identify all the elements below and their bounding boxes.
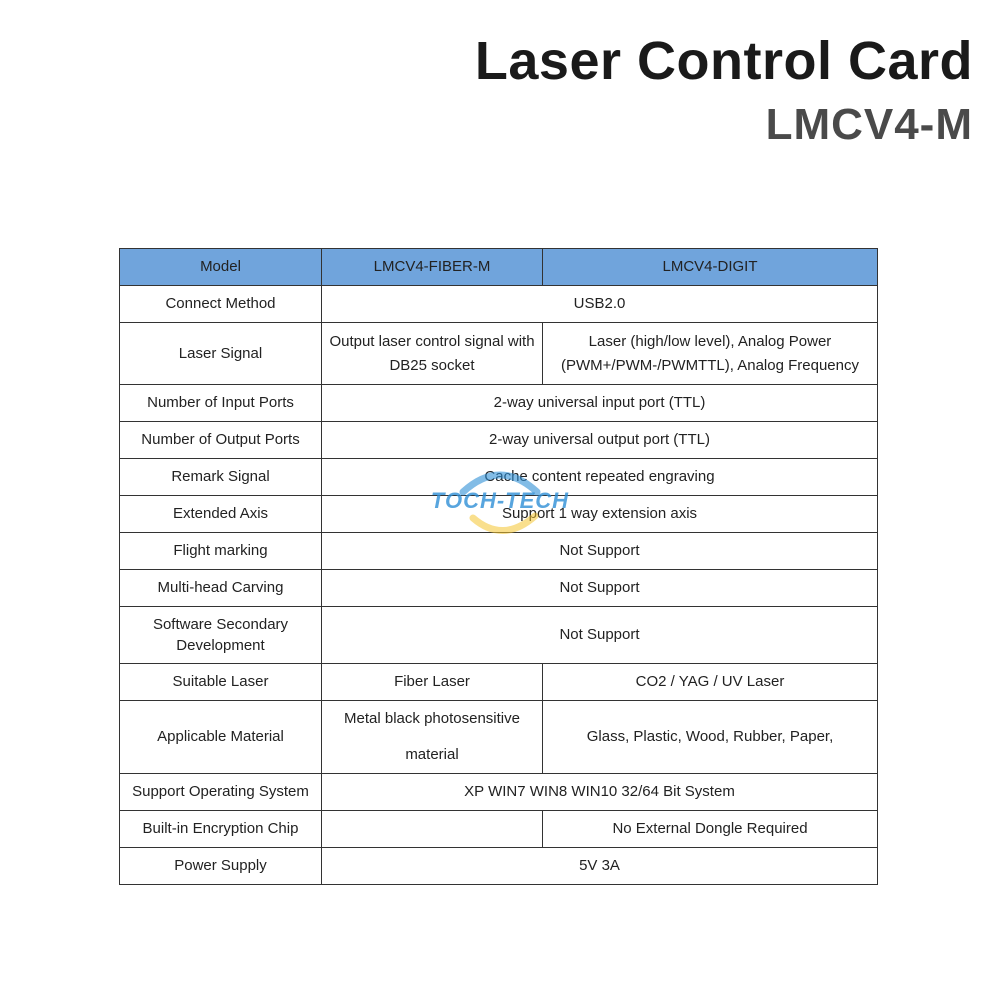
row-label: Suitable Laser [120,664,322,701]
table-row [120,570,878,607]
row-fiber-value [322,811,543,848]
row-value: 2-way universal input port (TTL) [322,385,878,422]
table-row [120,459,878,496]
row-value: 5V 3A [322,848,878,885]
table-row [120,664,878,701]
page-title: Laser Control Card [474,31,973,91]
row-label: Applicable Material [120,701,322,774]
table-row [120,607,878,664]
spec-table [119,248,878,885]
row-digit-value: Glass, Plastic, Wood, Rubber, Paper, [543,701,878,774]
row-value: Not Support [322,607,878,664]
header-digit: LMCV4-DIGIT [543,249,878,286]
row-value: XP WIN7 WIN8 WIN10 32/64 Bit System [322,774,878,811]
table-row [120,848,878,885]
row-label: Laser Signal [120,323,322,385]
table-row [120,286,878,323]
row-digit-value: No External Dongle Required [543,811,878,848]
row-label: Number of Output Ports [120,422,322,459]
row-fiber-value [322,701,543,774]
row-value: USB2.0 [322,286,878,323]
row-digit-value: CO2 / YAG / UV Laser [543,664,878,701]
table-row [120,323,878,385]
row-label: Software Secondary Development [120,607,322,664]
row-fiber-value: Fiber Laser [322,664,543,701]
row-value: Not Support [322,533,878,570]
row-label: Flight marking [120,533,322,570]
header-fiber: LMCV4-FIBER-M [322,249,543,286]
row-label: Number of Input Ports [120,385,322,422]
row-fiber-line2: material [405,746,459,763]
row-label: Support Operating System [120,774,322,811]
table-row [120,422,878,459]
table-row [120,701,878,774]
row-value: Support 1 way extension axis [322,496,878,533]
row-label: Power Supply [120,848,322,885]
table-row [120,774,878,811]
row-value: 2-way universal output port (TTL) [322,422,878,459]
header-model: Model [120,249,322,286]
table-row [120,811,878,848]
row-label: Remark Signal [120,459,322,496]
row-fiber-value: Output laser control signal with DB25 socket [322,323,543,385]
table-header-row [120,249,878,286]
row-value: Not Support [322,570,878,607]
table-row [120,533,878,570]
model-subtitle: LMCV4-M [765,100,973,149]
table-row [120,385,878,422]
row-value: Cache content repeated engraving [322,459,878,496]
row-label: Built-in Encryption Chip [120,811,322,848]
row-label: Multi-head Carving [120,570,322,607]
row-digit-value: Laser (high/low level), Analog Power (PWM+/PWM-/PWMTTL), Analog Frequency [543,323,878,385]
watermark-text: TOCH-TECH [430,488,570,513]
row-label: Connect Method [120,286,322,323]
row-label: Extended Axis [120,496,322,533]
table-row [120,496,878,533]
row-fiber-line1: Metal black photosensitive [344,710,520,727]
